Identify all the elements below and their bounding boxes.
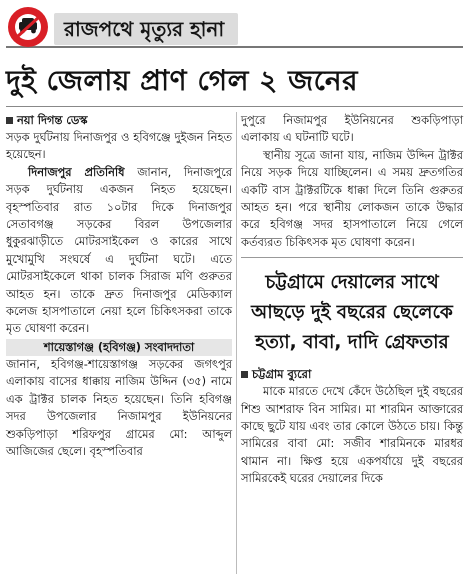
section-label: রাজপথে মৃত্যুর হানা — [54, 13, 238, 45]
dinajpur-paragraph — [6, 164, 232, 338]
section-header — [6, 5, 463, 48]
habiganj-paragraph: জানান, হবিগঞ্জ-শায়েস্তাগঞ্জ সড়কের জগৎপুর এলাকায় বাসের ধাক্কায় নাজিম উদ্দিন (৩৫) নামে এক ট্রাক্টর চালক নিহত হয়েছেন। তিনি হবিগঞ্জ সদর উপজেলার নিজামপুর ইউনিয়নের শুকড়িপাড়া শরিফপুর গ্রামের মো: আব্দুল আজিজের ছেলে। বৃহস্পতিবার — [6, 356, 232, 458]
dinajpur-lead: দিনাজপুর প্রতিনিধি — [28, 164, 125, 179]
byline-bureau-label: চট্টগ্রাম ব্যুরো — [252, 367, 312, 382]
headline-divider — [6, 106, 463, 107]
right-column — [241, 112, 463, 488]
byline-desk — [6, 112, 232, 129]
byline-bureau — [241, 366, 463, 383]
square-bullet-icon — [6, 117, 13, 124]
habiganj-subheading: শায়েস্তাগঞ্জ (হবিগঞ্জ) সংবাদদাতা — [6, 339, 232, 356]
left-column — [6, 112, 232, 460]
byline-desk-label: নয়া দিগন্ত ডেস্ক — [17, 112, 88, 127]
square-bullet-icon — [241, 371, 248, 378]
second-headline: চট্টগ্রামে দেয়ালের সাথে আছড়ে দুই বছরের ছেলেকে হত্যা, বাবা, দাদি গ্রেফতার — [251, 272, 453, 354]
chattogram-paragraph: মাকে মারতে দেখে কেঁদে উঠেছিল দুই বছরের শিশু আশরাফ বিন সামির। মা শারমিন আক্তারের কাছে ছুটে যায় এবং তার কোলে উঠতে চায়। কিন্তু সামিরের বাবা মো: সজীব শারমিনকে মারধর থামান না। ক্ষিপ্ত হয়ে একপর্যায়ে দুই বছরের সামিরকেই ঘরের দেয়ালের দিকে — [241, 384, 463, 486]
main-headline: দুই জেলায় প্রাণ গেল ২ জনের — [6, 64, 359, 97]
intro-paragraph: সড়ক দুর্ঘটনায় দিনাজপুর ও হবিগঞ্জে দুইজন নিহত হয়েছেন। — [6, 130, 232, 162]
habiganj-continued: দুপুরে নিজামপুর ইউনিয়নের শুকড়িপাড়া এলাকায় এ ঘটনাটি ঘটে। — [241, 113, 463, 145]
no-entry-car-icon — [8, 7, 48, 47]
habiganj-detail: স্থানীয় সূত্রে জানা যায়, নাজিম উদ্দিন ট্রাক্টর নিয়ে সড়ক দিয়ে যাচ্ছিলেন। এ সময় দ্রুতগতির একটি বাস ট্রাক্টরটিকে ধাক্কা দিলে তিনি গুরুতর আহত হন। পরে স্থানীয় লোকজন তাকে উদ্ধার করে হবিগঞ্জ সদর হাসপাতালে নিয়ে গেলে কর্তব্যরত চিকিৎসক মৃত ঘোষণা করেন। — [241, 147, 463, 249]
column-divider — [236, 112, 237, 574]
story-divider — [241, 257, 463, 258]
dinajpur-text: জানান, দিনাজপুরে সড়ক দুর্ঘটনায় একজন নিহত হয়েছেন। বৃহস্পতিবার রাত ১০টার দিকে দিনাজপুর সেতাবগঞ্জ সড়কের বিরল উপজেলার ধুকুরঝাড়ীতে মোটরসাইকেল ও কারের সাথে মুখোমুখি সংঘর্ষে এ দুর্ঘটনা ঘটে। এতে মোটরসাইকেলে থাকা চালক সিরাজ মণি গুরুতর আহত হন। তাকে দ্রুত দিনাজপুর মেডিক্যাল কলেজ হাসপাতালে নেয়া হলে চিকিৎসকরা তাকে মৃত ঘোষণা করেন। — [6, 164, 233, 336]
